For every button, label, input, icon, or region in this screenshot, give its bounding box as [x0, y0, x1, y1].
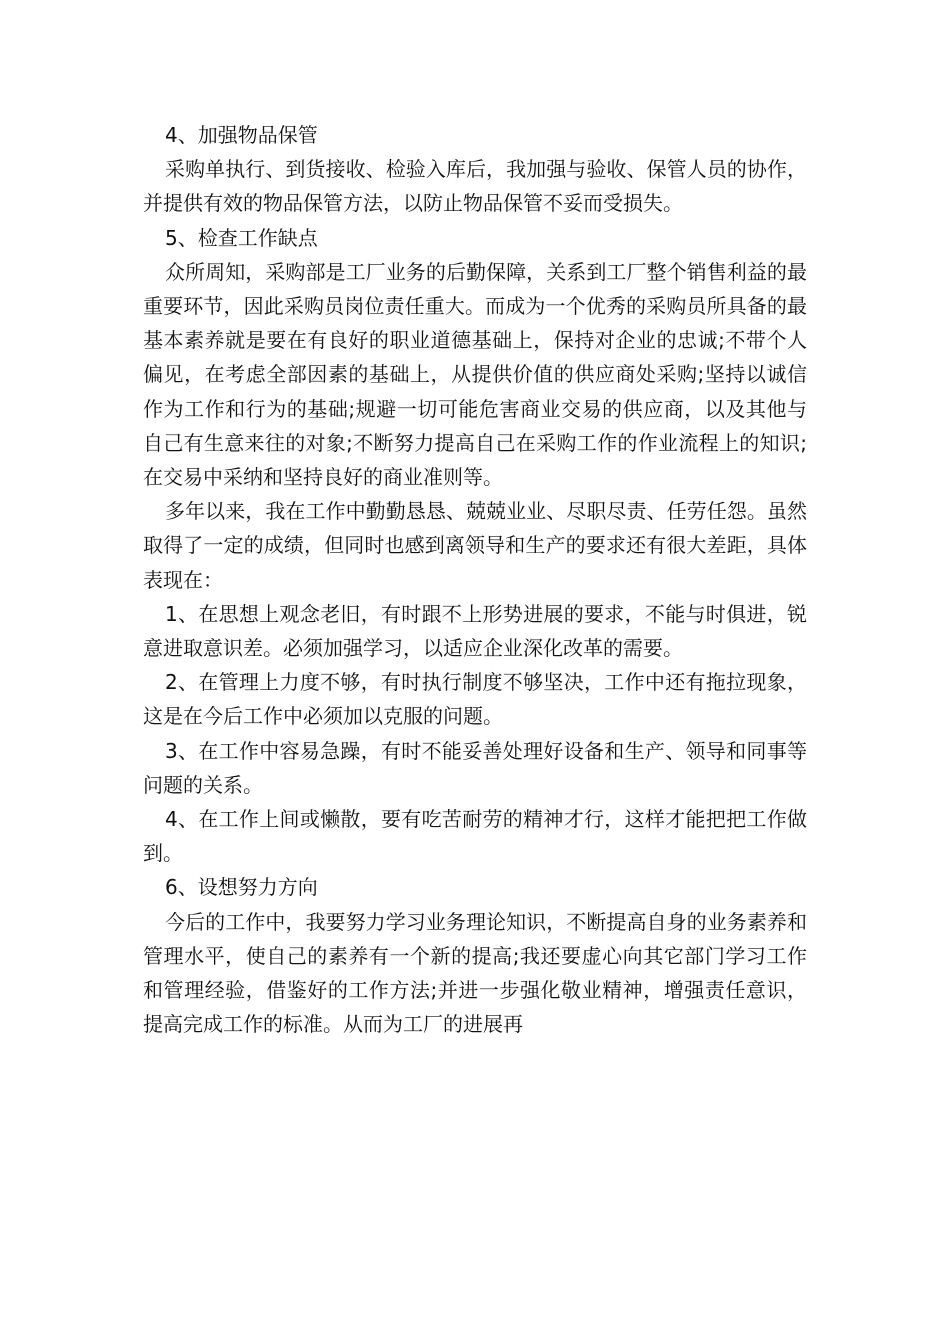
document-body — [143, 118, 807, 1041]
section-heading-storage: 4、加强物品保管 — [165, 123, 318, 147]
list-item-shortcoming-4: 4、在工作上间或懒散，要有吃苦耐劳的精神才行，这样才能把把工作做到。 — [143, 807, 807, 866]
paragraph-purchasing-role: 众所周知，采购部是工厂业务的后勤保障，关系到工厂整个销售利益的最重要环节，因此采购员岗位责任重大。而成为一个优秀的采购员所具备的最基本素养就是要在有良好的职业道德基础上，保持对企业的忠诚;不带个人偏见，在考虑全部因素的基础上，从提供价值的供应商处采购;坚持以诚信作为工作和行为的基础;规避一切可能危害商业交易的供应商，以及其他与自己有生意来往的对象;不断努力提高自己在采购工作的作业流程上的知识;在交易中采纳和坚持良好的商业准则等。 — [143, 259, 807, 490]
list-item-shortcoming-1: 1、在思想上观念老旧，有时跟不上形势进展的要求，不能与时俱进，锐意进取意识差。必须加强学习，以适应企业深化改革的需要。 — [143, 601, 807, 661]
paragraph-storage: 采购单执行、到货接收、检验入库后，我加强与验收、保管人员的协作，并提供有效的物品保管方法，以防止物品保管不妥而受损失。 — [143, 157, 807, 216]
list-item-shortcoming-2: 2、在管理上力度不够，有时执行制度不够坚决，工作中还有拖拉现象，这是在今后工作中必须加以克服的问题。 — [143, 670, 807, 729]
section-heading-direction: 6、设想努力方向 — [165, 875, 318, 900]
paragraph-years-of-work: 多年以来，我在工作中勤勤恳恳、兢兢业业、尽职尽责、任劳任怨。虽然取得了一定的成绩，但同时也感到离领导和生产的要求还有很大差距，具体表现在： — [143, 499, 807, 592]
paragraph-future-work: 今后的工作中，我要努力学习业务理论知识，不断提高自身的业务素养和管理水平，使自己的素养有一个新的提高;我还要虚心向其它部门学习工作和管理经验，借鉴好的工作方法;并进一步强化敬业精神，增强责任意识，提高完成工作的标准。从而为工厂的进展再 — [143, 909, 807, 1037]
list-item-shortcoming-3: 3、在工作中容易急躁，有时不能妥善处理好设备和生产、领导和同事等问题的关系。 — [143, 738, 807, 797]
section-heading-shortcomings: 5、检查工作缺点 — [165, 225, 318, 250]
